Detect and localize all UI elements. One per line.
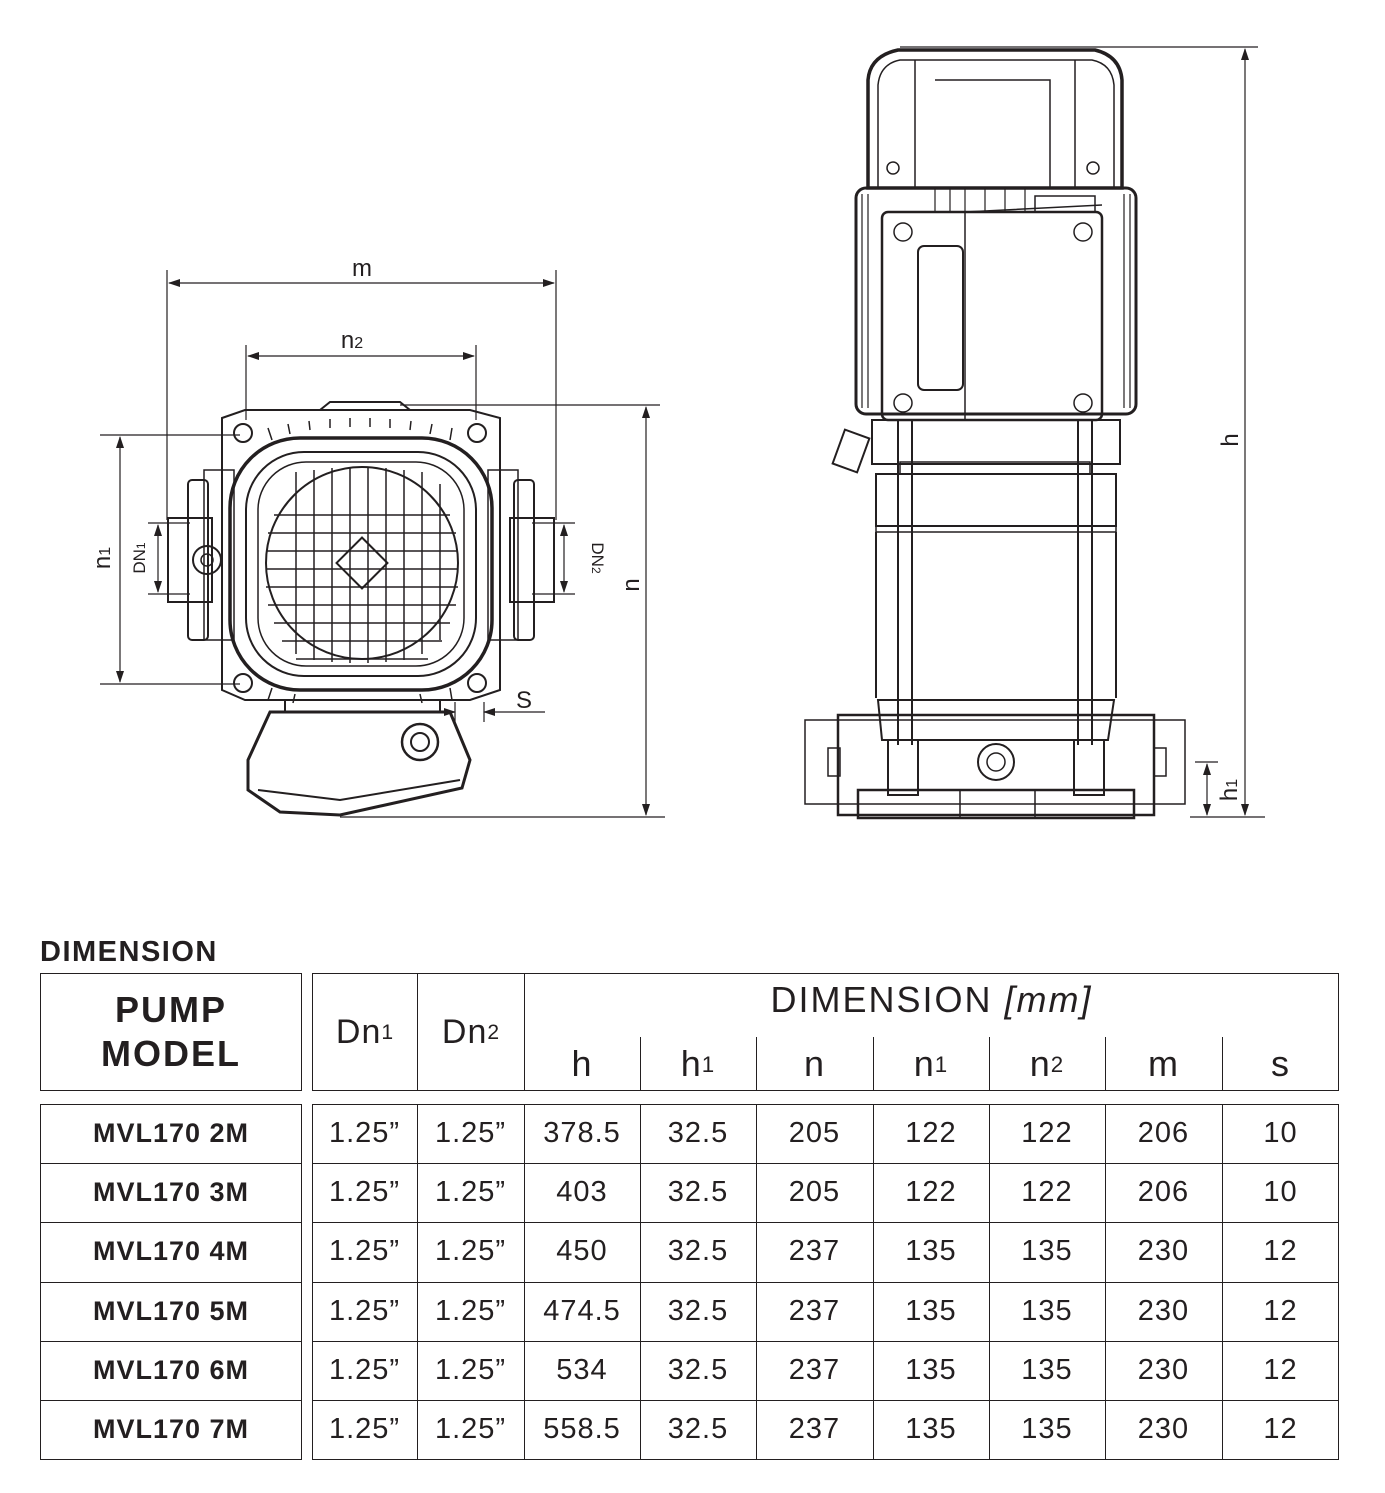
- cell-n: 205: [788, 1117, 841, 1150]
- label-h: h: [1217, 433, 1244, 447]
- header-n2: [989, 1037, 1105, 1091]
- cell-h1: 32.5: [667, 1353, 729, 1386]
- top-view-drawing: [168, 402, 554, 815]
- cell-n: 237: [788, 1413, 841, 1446]
- svg-text:n2: [341, 327, 363, 354]
- cell-n: 237: [788, 1235, 841, 1268]
- header-h: [524, 1037, 640, 1091]
- cell-h: 558.5: [543, 1413, 621, 1446]
- label-dn2: DN: [588, 542, 607, 567]
- cell-dn2: 1.25”: [434, 1353, 507, 1386]
- label-n2: n: [340, 327, 355, 354]
- cell-m: 206: [1137, 1117, 1190, 1150]
- cell-m: 230: [1137, 1413, 1190, 1446]
- model-name: MVL170 6M: [92, 1354, 250, 1385]
- label-dn1: DN: [130, 549, 149, 574]
- header-label: h: [680, 1043, 702, 1084]
- cell-n1: 135: [905, 1294, 957, 1327]
- header-unit: [mm]: [1004, 979, 1093, 1020]
- header-label: n: [1029, 1043, 1051, 1084]
- header-m: [1105, 1037, 1222, 1091]
- cell-n2: 135: [1021, 1235, 1073, 1268]
- svg-text:h1: [1216, 779, 1243, 801]
- label-n: n: [618, 578, 645, 592]
- model-name: MVL170 7M: [92, 1414, 250, 1445]
- top-view-labels: [89, 255, 645, 714]
- cell-n2: 122: [1021, 1117, 1073, 1150]
- cell-s: 10: [1263, 1117, 1298, 1150]
- header-label: n: [913, 1043, 935, 1084]
- cell-h: 403: [556, 1176, 608, 1209]
- section-title: DIMENSION: [40, 936, 218, 968]
- cell-h: 534: [556, 1353, 608, 1386]
- header-sub: 1: [701, 1052, 716, 1078]
- cell-n1: 122: [905, 1117, 957, 1150]
- model-name: MVL170 2M: [92, 1118, 250, 1149]
- cell-dn2: 1.25”: [434, 1117, 507, 1150]
- pump-model-line1: PUMP: [114, 989, 227, 1030]
- cell-n2: 135: [1021, 1413, 1073, 1446]
- cell-s: 10: [1263, 1176, 1298, 1209]
- cell-dn2: 1.25”: [434, 1235, 507, 1268]
- header-label: s: [1271, 1043, 1290, 1084]
- header-n: [756, 1037, 873, 1091]
- cell-n1: 135: [905, 1413, 957, 1446]
- cell-dn2: 1.25”: [434, 1413, 507, 1446]
- cell-m: 206: [1137, 1176, 1190, 1209]
- cell-n2: 135: [1021, 1294, 1073, 1327]
- label-n1: n: [89, 555, 116, 570]
- label-n2-sub: 2: [354, 335, 364, 352]
- cell-s: 12: [1263, 1294, 1298, 1327]
- cell-dn1: 1.25”: [328, 1294, 401, 1327]
- cell-m: 230: [1137, 1353, 1190, 1386]
- header-dimension: DIMENSION [mm]: [770, 979, 1093, 1020]
- pump-model-line2: MODEL: [101, 1033, 241, 1074]
- cell-m: 230: [1137, 1294, 1190, 1327]
- cell-n: 237: [788, 1294, 841, 1327]
- cell-n: 237: [788, 1353, 841, 1386]
- header-s: [1222, 1037, 1339, 1091]
- model-name: MVL170 5M: [92, 1295, 250, 1326]
- cell-h1: 32.5: [667, 1176, 729, 1209]
- label-dn2-sub: 2: [589, 566, 603, 574]
- label-h1: h: [1216, 787, 1243, 802]
- label-h1-sub: 1: [1224, 778, 1241, 788]
- cell-n: 205: [788, 1176, 841, 1209]
- cell-s: 12: [1263, 1353, 1298, 1386]
- cell-dn2: 1.25”: [434, 1294, 507, 1327]
- side-view-dimensions: [900, 47, 1265, 817]
- label-s: S: [515, 687, 533, 714]
- svg-text:DN2: [588, 542, 607, 574]
- cell-h1: 32.5: [667, 1117, 729, 1150]
- cell-dn1: 1.25”: [328, 1413, 401, 1446]
- header-sub: 2: [1050, 1052, 1065, 1078]
- cell-n1: 135: [905, 1353, 957, 1386]
- cell-dn1: 1.25”: [328, 1117, 401, 1150]
- cell-n1: 135: [905, 1235, 957, 1268]
- cell-dn2: 1.25”: [434, 1176, 507, 1209]
- cell-s: 12: [1263, 1235, 1298, 1268]
- cell-m: 230: [1137, 1235, 1190, 1268]
- cell-n1: 122: [905, 1176, 957, 1209]
- cell-n2: 135: [1021, 1353, 1073, 1386]
- svg-text:n1: [89, 547, 116, 569]
- header-label: n: [803, 1043, 826, 1084]
- label-dn1-sub: 1: [134, 542, 148, 550]
- model-name: MVL170 4M: [92, 1236, 250, 1267]
- svg-text:DN1: [130, 542, 149, 574]
- header-h1: [640, 1037, 756, 1091]
- cell-h1: 32.5: [667, 1413, 729, 1446]
- label-m: m: [352, 255, 372, 282]
- top-view-dimensions: [100, 270, 665, 817]
- cell-h: 450: [556, 1235, 608, 1268]
- cell-h1: 32.5: [667, 1294, 729, 1327]
- header-dn1: Dn $_1$: [335, 1012, 395, 1051]
- cell-h: 378.5: [543, 1117, 621, 1150]
- model-name: MVL170 3M: [92, 1177, 250, 1208]
- header-sub: 1: [934, 1052, 949, 1078]
- side-view-labels: [1216, 433, 1244, 801]
- side-view-drawing: [805, 50, 1185, 818]
- cell-s: 12: [1263, 1413, 1298, 1446]
- pump-model-header: [40, 978, 302, 1086]
- cell-dn1: 1.25”: [328, 1176, 401, 1209]
- cell-h: 474.5: [543, 1294, 621, 1327]
- cell-h1: 32.5: [667, 1235, 729, 1268]
- cell-dn1: 1.25”: [328, 1353, 401, 1386]
- label-n1-sub: 1: [97, 546, 114, 556]
- header-dn2: Dn $_2$: [441, 1012, 501, 1051]
- header-label: m: [1148, 1043, 1179, 1084]
- cell-dn1: 1.25”: [328, 1235, 401, 1268]
- header-n1: [873, 1037, 989, 1091]
- header-label: h: [571, 1043, 593, 1084]
- cell-n2: 122: [1021, 1176, 1073, 1209]
